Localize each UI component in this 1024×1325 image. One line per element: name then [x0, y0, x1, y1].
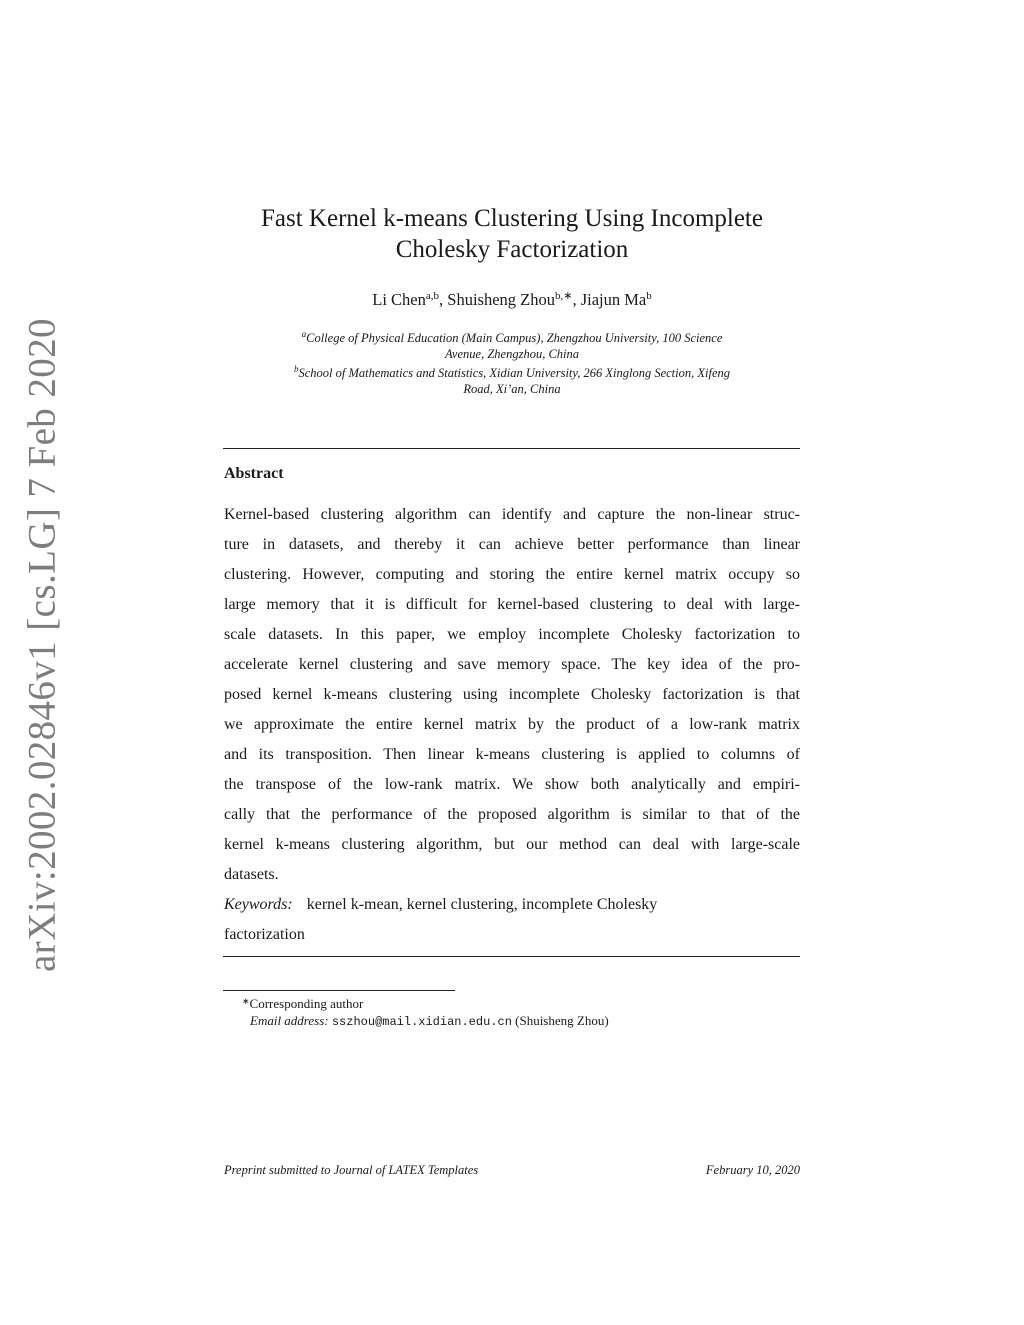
abstract-line: ture in datasets, and thereby it can achieve better performance than linear	[224, 536, 800, 553]
abstract-line: the transpose of the low-rank matrix. We show both analytically and empiri-	[224, 776, 800, 793]
abstract-line: accelerate kernel clustering and save memory space. The key idea of the pro-	[224, 656, 800, 673]
keywords-block	[224, 890, 800, 950]
preprint-note: Preprint submitted to Journal of LATEX Templates	[224, 1163, 479, 1177]
corresponding-mark: ∗	[242, 996, 250, 1006]
footnote-rule	[223, 990, 455, 991]
affiliation-b	[222, 362, 802, 397]
affiliation-line: Avenue, Zhengzhou, China	[444, 346, 579, 361]
title-line-2: Cholesky Factorization	[395, 236, 629, 263]
arxiv-identifier-stamp: arXiv:2002.02846v1 [cs.LG] 7 Feb 2020	[20, 318, 64, 972]
abstract-line: clustering. However, computing and storing the entire kernel matrix occupy so	[224, 566, 800, 583]
email-owner: (Shuisheng Zhou)	[515, 1013, 609, 1028]
affiliation-mark: b	[293, 364, 299, 374]
paper-title	[200, 203, 824, 265]
author-affiliation-mark: b	[646, 290, 652, 302]
abstract-heading: Abstract	[224, 465, 284, 482]
abstract-line: cally that the performance of the proposed algorithm is similar to that of the	[224, 806, 800, 823]
affiliation-mark: a	[301, 329, 307, 339]
affiliation-block	[222, 327, 802, 397]
author-name: Li Chen	[372, 290, 426, 309]
abstract-line: large memory that it is difficult for kernel-based clustering to deal with large-	[224, 596, 800, 613]
preprint-date: February 10, 2020	[705, 1163, 800, 1177]
corresponding-author-text: Corresponding author	[249, 996, 364, 1011]
abstract-line: posed kernel k-means clustering using incomplete Cholesky factorization is that	[224, 686, 800, 703]
abstract-bottom-rule	[223, 956, 800, 957]
affiliation-line: Road, Xi’an, China	[463, 381, 561, 396]
author-name: Jiajun Ma	[580, 290, 647, 309]
affiliation-line: College of Physical Education (Main Campus), Zhengzhou University, 100 Science	[306, 331, 723, 345]
author-affiliation-mark: a,b	[425, 290, 440, 302]
title-line-1: Fast Kernel k-means Clustering Using Incomplete	[261, 205, 763, 232]
abstract-line: datasets.	[224, 866, 279, 883]
abstract-line: we approximate the entire kernel matrix by the product of a low-rank matrix	[224, 716, 800, 733]
affiliation-a	[222, 327, 802, 362]
email-address[interactable]: sszhou@mail.xidian.edu.cn	[331, 1015, 512, 1029]
abstract-line: Kernel-based clustering algorithm can identify and capture the non-linear struc-	[224, 506, 800, 523]
footnote	[242, 993, 609, 1031]
affiliation-line: School of Mathematics and Statistics, Xidian University, 266 Xinglong Section, Xifeng	[298, 366, 731, 380]
abstract-line: kernel k-means clustering algorithm, but our method can deal with large-scale	[224, 836, 800, 853]
preprint-footer	[224, 1163, 800, 1178]
email-label: Email address:	[250, 1013, 329, 1028]
keywords-label: Keywords:	[224, 896, 293, 913]
author-list: Li Chen$^{a,b}$, Shuisheng Zhou$^{b,∗}$, Jiajun Ma$^b$	[372, 290, 652, 309]
keywords-text-continued: factorization	[224, 926, 305, 943]
abstract-top-rule	[223, 448, 800, 449]
author-affiliation-mark: b,∗	[554, 290, 573, 302]
author-name: Shuisheng Zhou	[447, 290, 555, 309]
abstract-line: and its transposition. Then linear k-means clustering is applied to columns of	[224, 746, 800, 763]
keywords-text: kernel k-mean, kernel clustering, incomplete Cholesky	[306, 896, 658, 913]
abstract-body	[224, 500, 800, 890]
abstract-line: scale datasets. In this paper, we employ incomplete Cholesky factorization to	[224, 626, 800, 643]
